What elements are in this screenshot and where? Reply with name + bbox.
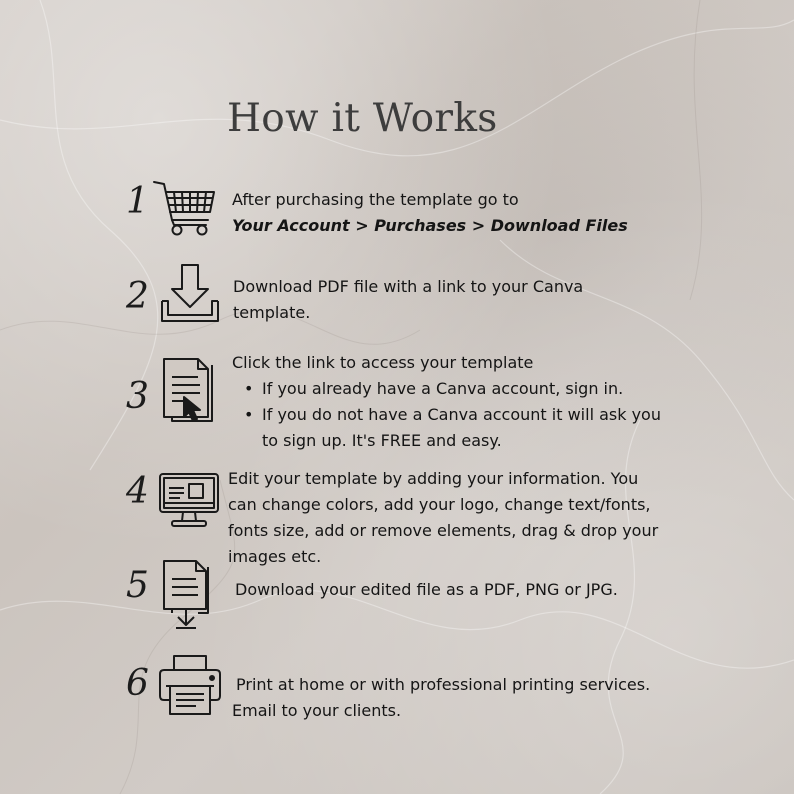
step-4-text: Edit your template by adding your information. You can change colors, add your logo, change text/fonts, fonts size, add or remove elements, drag & drop your images etc. xyxy=(228,469,659,566)
step-3-bullets xyxy=(232,376,672,454)
step-number: 3 xyxy=(126,376,149,417)
step-number: 2 xyxy=(126,276,149,317)
download-path: Your Account > Purchases > Download Files xyxy=(232,216,628,235)
shopping-cart-icon xyxy=(150,178,218,240)
page-title: How it Works xyxy=(227,96,498,141)
step-number: 1 xyxy=(126,181,149,222)
printer-icon xyxy=(158,654,222,716)
step-6-text: Print at home or with professional printing services. Email to your clients. xyxy=(232,675,651,720)
step-3-line: Click the link to access your template xyxy=(232,353,534,372)
step-number: 5 xyxy=(126,565,149,606)
step-number: 4 xyxy=(126,471,149,512)
step-1-line: After purchasing the template go to xyxy=(232,190,519,209)
list-item: • If you do not have a Canva account it will ask you to sign up. It's FREE and easy. xyxy=(262,402,672,454)
document-cursor-icon xyxy=(160,355,218,427)
document-download-icon xyxy=(160,557,214,631)
step-5-text: Download your edited file as a PDF, PNG or JPG. xyxy=(235,580,618,599)
download-tray-icon xyxy=(158,261,222,325)
step-1-text xyxy=(232,187,652,239)
monitor-icon xyxy=(158,472,220,530)
step-3-text xyxy=(232,350,672,454)
step-2-text: Download PDF file with a link to your Canva template. xyxy=(233,277,584,322)
step-number: 6 xyxy=(126,663,149,704)
list-item: • If you already have a Canva account, sign in. xyxy=(262,376,672,402)
